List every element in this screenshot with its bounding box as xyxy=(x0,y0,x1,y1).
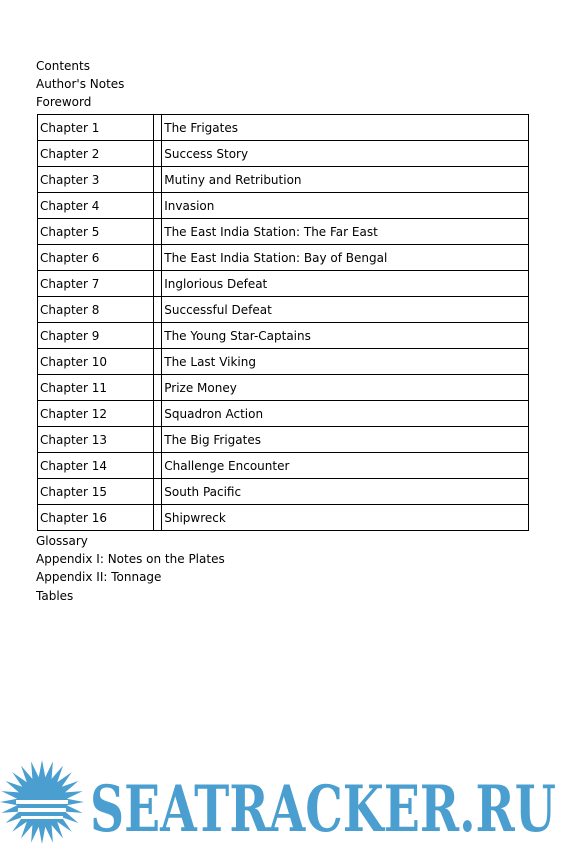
chapter-title: Prize Money xyxy=(162,375,529,401)
tables-entry: Tables xyxy=(36,589,74,603)
chapter-number: Chapter 8 xyxy=(38,297,154,323)
chapter-spacer-cell xyxy=(154,505,162,531)
seatracker-watermark-logo xyxy=(0,760,566,850)
chapter-title: The East India Station: Bay of Bengal xyxy=(162,245,529,271)
chapter-title: Successful Defeat xyxy=(162,297,529,323)
chapter-row xyxy=(38,505,529,531)
chapter-title: South Pacific xyxy=(162,479,529,505)
appendix-2-entry: Appendix II: Tonnage xyxy=(36,570,162,584)
chapter-row xyxy=(38,479,529,505)
chapter-row xyxy=(38,193,529,219)
watermark-text: SEATRACKER.RU xyxy=(90,772,556,847)
chapter-number: Chapter 12 xyxy=(38,401,154,427)
chapter-title: The Last Viking xyxy=(162,349,529,375)
chapter-title: Challenge Encounter xyxy=(162,453,529,479)
chapter-number: Chapter 5 xyxy=(38,219,154,245)
chapter-spacer-cell xyxy=(154,167,162,193)
chapter-spacer-cell xyxy=(154,323,162,349)
chapter-title: Shipwreck xyxy=(162,505,529,531)
chapter-number: Chapter 10 xyxy=(38,349,154,375)
chapter-row xyxy=(38,245,529,271)
appendix-1-entry: Appendix I: Notes on the Plates xyxy=(36,552,225,566)
chapter-number: Chapter 16 xyxy=(38,505,154,531)
chapter-title: Squadron Action xyxy=(162,401,529,427)
chapter-number: Chapter 2 xyxy=(38,141,154,167)
chapter-number: Chapter 1 xyxy=(38,115,154,141)
chapter-number: Chapter 9 xyxy=(38,323,154,349)
chapter-number: Chapter 3 xyxy=(38,167,154,193)
chapter-row xyxy=(38,219,529,245)
chapter-row xyxy=(38,141,529,167)
chapter-row xyxy=(38,453,529,479)
chapter-spacer-cell xyxy=(154,297,162,323)
sun-icon xyxy=(0,760,84,844)
chapter-row xyxy=(38,427,529,453)
chapter-title: Mutiny and Retribution xyxy=(162,167,529,193)
chapter-number: Chapter 14 xyxy=(38,453,154,479)
chapter-title: The Young Star-Captains xyxy=(162,323,529,349)
chapter-spacer-cell xyxy=(154,115,162,141)
chapter-title: The Frigates xyxy=(162,115,529,141)
glossary-entry: Glossary xyxy=(36,534,88,548)
chapter-spacer-cell xyxy=(154,375,162,401)
chapter-spacer-cell xyxy=(154,219,162,245)
authors-notes-entry: Author's Notes xyxy=(36,77,125,91)
chapter-spacer-cell xyxy=(154,479,162,505)
chapter-spacer-cell xyxy=(154,453,162,479)
chapter-row xyxy=(38,297,529,323)
chapter-row xyxy=(38,323,529,349)
foreword-entry: Foreword xyxy=(36,95,92,109)
chapter-spacer-cell xyxy=(154,401,162,427)
chapter-title: The East India Station: The Far East xyxy=(162,219,529,245)
chapter-number: Chapter 7 xyxy=(38,271,154,297)
chapter-spacer-cell xyxy=(154,193,162,219)
chapter-row xyxy=(38,115,529,141)
chapters-table xyxy=(37,114,529,531)
chapter-number: Chapter 6 xyxy=(38,245,154,271)
chapter-title: Inglorious Defeat xyxy=(162,271,529,297)
chapter-number: Chapter 15 xyxy=(38,479,154,505)
chapter-spacer-cell xyxy=(154,349,162,375)
chapter-number: Chapter 11 xyxy=(38,375,154,401)
chapter-title: Invasion xyxy=(162,193,529,219)
chapter-row xyxy=(38,375,529,401)
chapter-title: The Big Frigates xyxy=(162,427,529,453)
chapter-row xyxy=(38,271,529,297)
contents-heading: Contents xyxy=(36,59,90,73)
chapter-row xyxy=(38,349,529,375)
chapter-row xyxy=(38,167,529,193)
chapters-table-body xyxy=(38,115,529,531)
chapter-row xyxy=(38,401,529,427)
chapter-title: Success Story xyxy=(162,141,529,167)
chapter-spacer-cell xyxy=(154,427,162,453)
chapter-number: Chapter 4 xyxy=(38,193,154,219)
chapter-spacer-cell xyxy=(154,245,162,271)
chapter-spacer-cell xyxy=(154,271,162,297)
chapter-spacer-cell xyxy=(154,141,162,167)
chapter-number: Chapter 13 xyxy=(38,427,154,453)
